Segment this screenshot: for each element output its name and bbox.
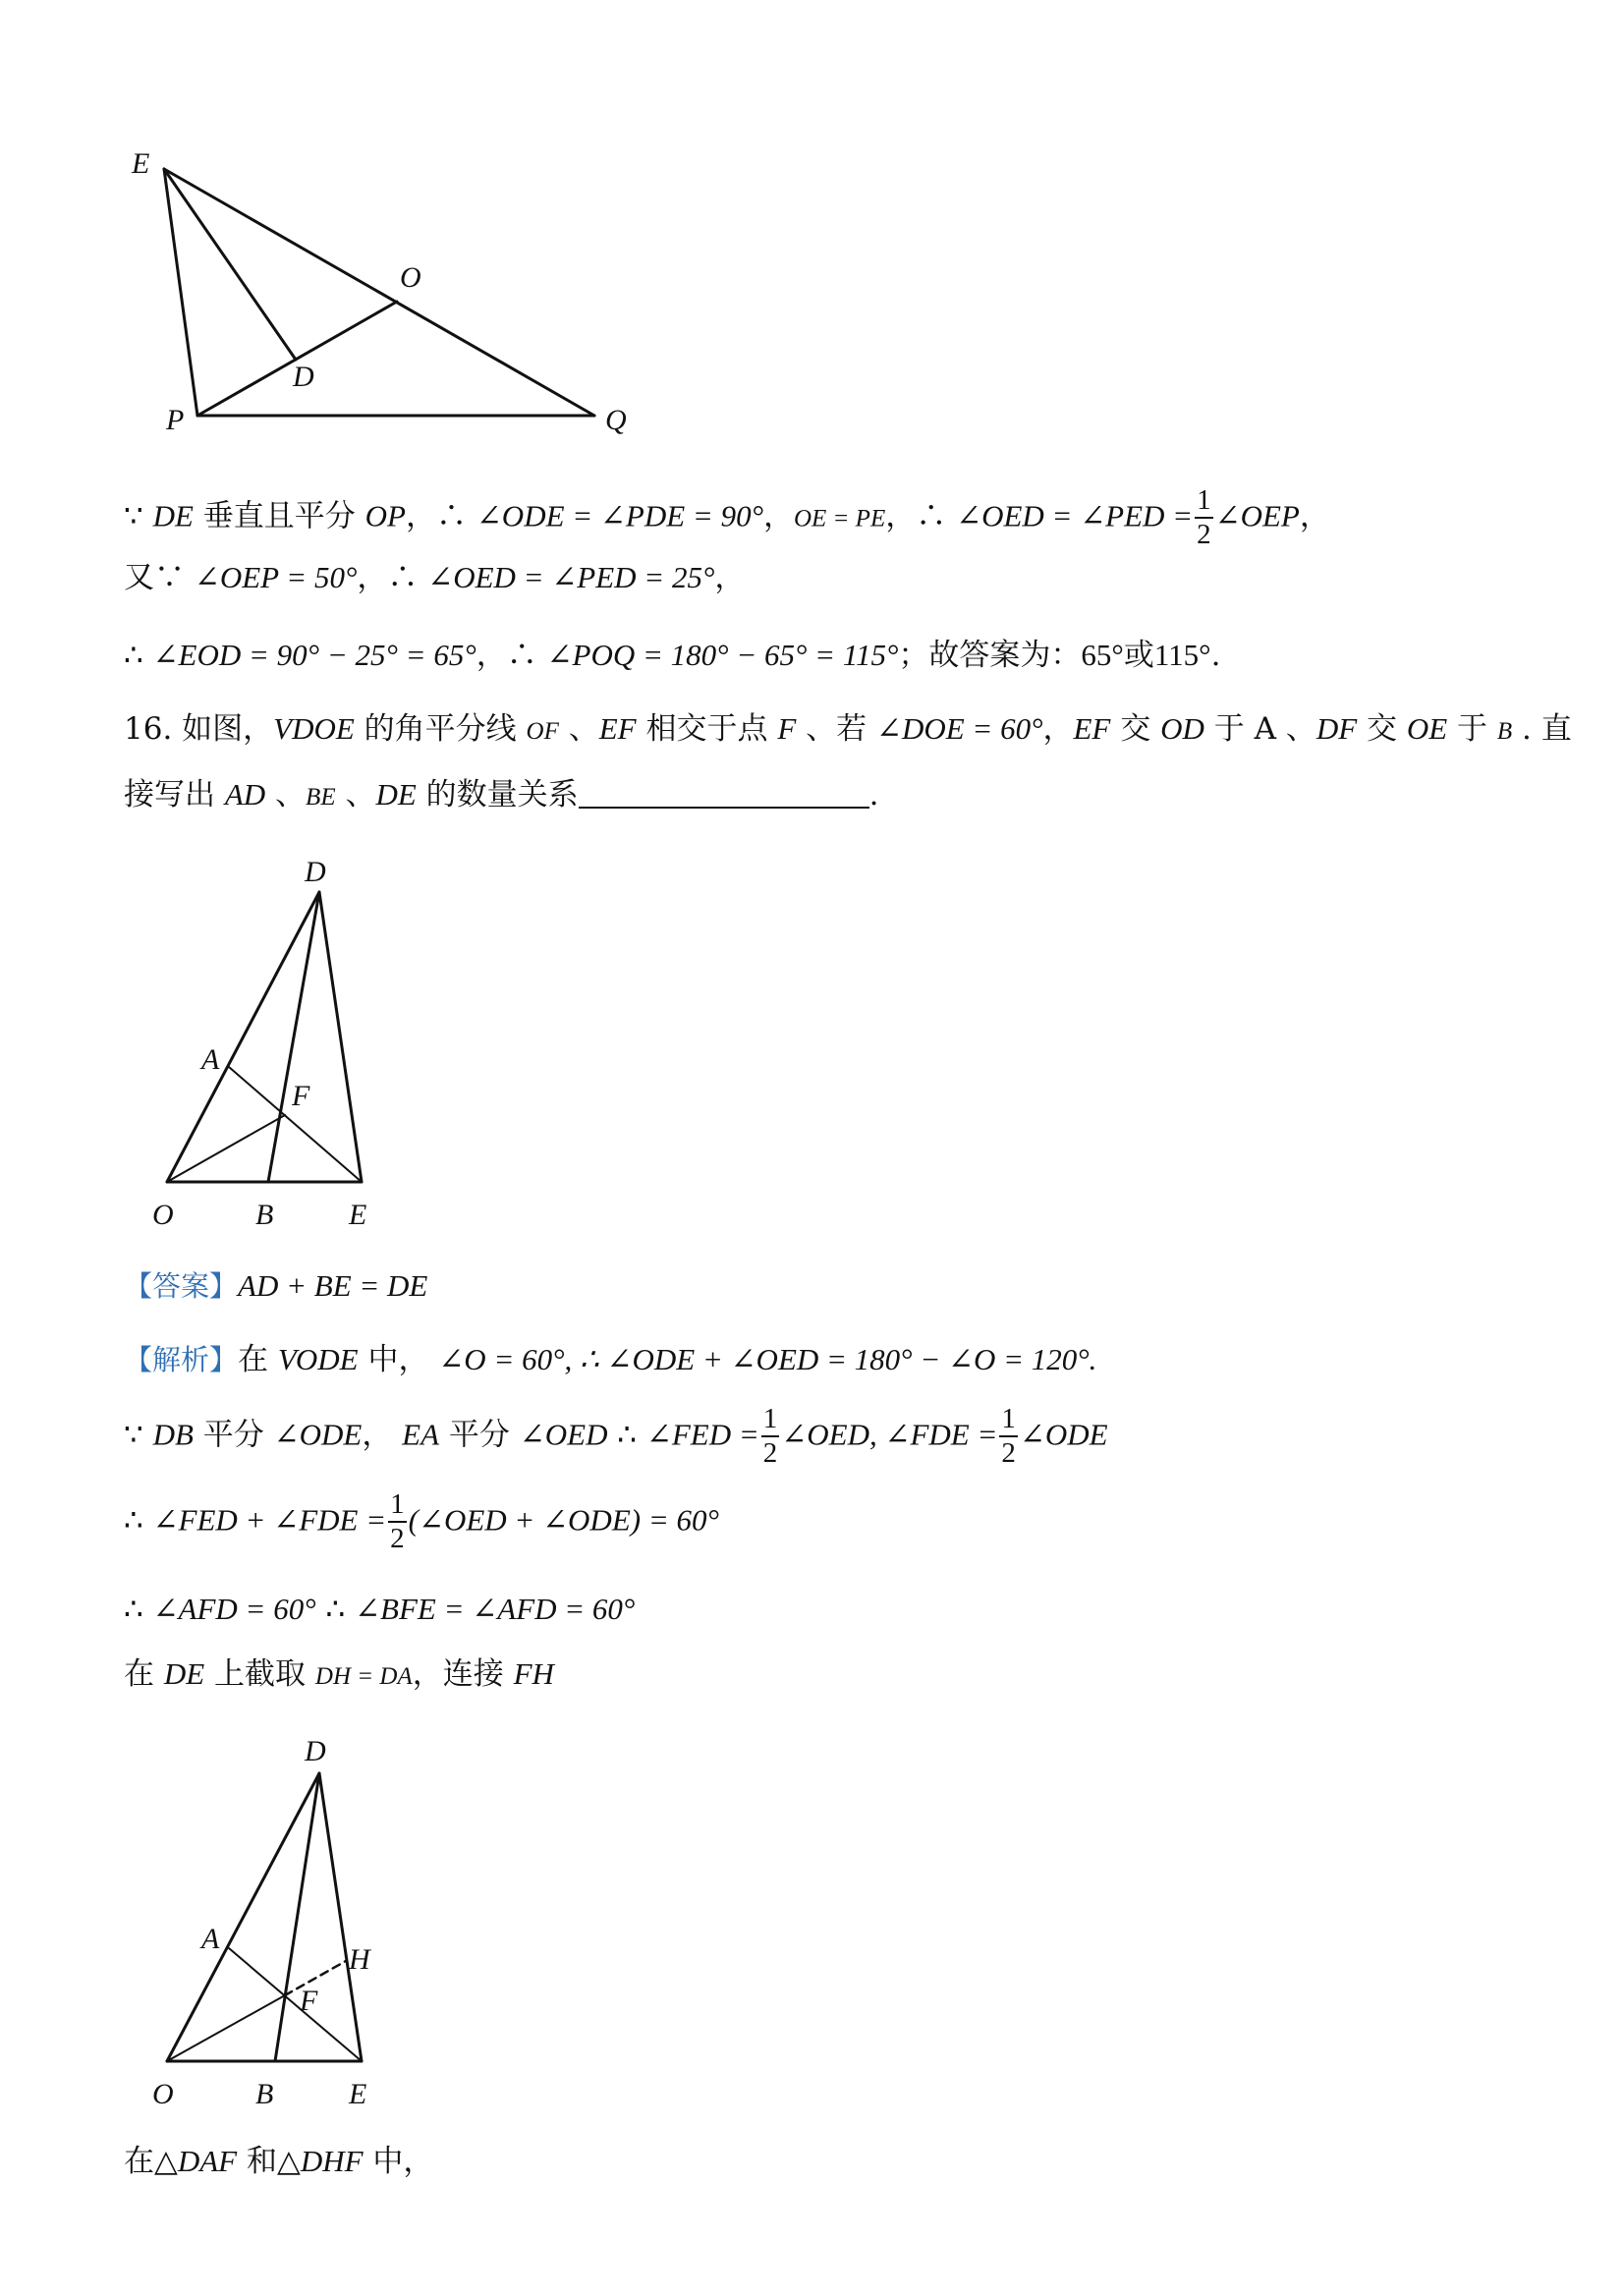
text: 中， [363,2144,434,2179]
text: ，∴ [476,638,547,673]
label-e: E [349,1199,367,1231]
text: 的数量关系 [416,777,579,812]
prev-line-2 [124,558,745,597]
equation: ∠BFE = ∠AFD = 60° [355,1592,636,1626]
text: ， [1042,711,1074,747]
label-p: P [166,404,185,436]
seg-ef: EF [1073,711,1111,746]
answer-tag: 【答案】 [124,1269,239,1303]
text: ， [714,560,746,595]
text: 平分 [193,1417,274,1453]
seg-ea: EA [402,1417,440,1452]
text: ，∴ [885,498,957,534]
label-e: E [132,147,150,180]
angle-doe: ∠DOE = 60° [875,711,1043,746]
segment-eq [164,169,594,416]
label-a: A [201,1923,220,1955]
equation: ∠OED = ∠PED = [956,498,1194,533]
equation-oe-pe: OE = PE [793,505,886,532]
label-o: O [152,1199,174,1231]
text: 在 [124,1656,164,1692]
seg-df: DF [1315,711,1358,746]
text: ∴ [124,638,153,673]
equation: ∠AFD = 60° [152,1592,316,1626]
segment-po [197,302,397,416]
label-b: B [255,1199,274,1231]
analysis-line-1 [124,1340,1096,1379]
triangle-doe: VDOE [273,711,355,746]
text: ∵ [124,1417,153,1453]
equation: ∠ODE = ∠PDE = 90° [476,498,763,533]
label-d: D [293,361,314,393]
segment-ed [164,169,296,360]
seg-de: DE [375,777,417,812]
seg-oe: OE [1406,711,1448,746]
analysis-line-4 [124,1590,635,1629]
text: ， [362,1417,403,1453]
equation: ∠O = 60°, ∴ ∠ODE + ∠OED = 180° − ∠O = 120°. [438,1342,1097,1376]
equation: (∠OED + ∠ODE) = 60° [408,1502,719,1538]
fraction-half [1195,486,1213,549]
label-h: H [349,1943,370,1976]
text: 、 [335,777,376,812]
denominator: 2 [390,1523,405,1554]
segment-ep [164,169,197,416]
equation: ∠POQ = 180° − 65° = 115° [546,638,899,672]
label-q: Q [605,404,627,436]
point-f: F [777,711,797,746]
text: 、 [558,711,599,747]
figure-triangle-doe-with-h [147,1724,422,2117]
equation: ∠ODE [1019,1417,1108,1452]
triangle-daf: DAF [177,2144,238,2178]
text: ， [1299,498,1330,534]
text: 平分 [439,1417,520,1453]
text: ，连接 [412,1656,514,1692]
text: 和△ [237,2144,301,2179]
seg-op: OP [364,498,406,533]
figure-triangle-doe [147,845,422,1238]
q16-line-1 [124,709,1572,752]
text: . 直 [1512,711,1572,747]
text: ∴ [315,1592,356,1627]
text: . [1210,638,1221,673]
label-f: F [292,1080,310,1112]
equation: ∠EOD = 90° − 25° = 65° [152,638,476,672]
answer-blank [579,777,869,809]
text: ，∴ [357,560,428,595]
triangle-dhf: DHF [300,2144,364,2178]
analysis-line-6 [124,2142,433,2181]
denominator: 2 [1001,1437,1016,1469]
analysis-line-3 [124,1490,719,1553]
label-o: O [152,2078,174,2110]
text: 或 [1123,638,1154,673]
seg-ad: AD [224,777,266,812]
text: ∴ [607,1417,646,1453]
text: 在 [238,1342,278,1377]
numerator: 1 [761,1405,780,1437]
text: . [868,777,879,812]
equation-dh-da: DH = DA [314,1663,413,1690]
angle: ∠OED [519,1417,608,1452]
denominator: 2 [1197,519,1211,550]
numerator: 1 [388,1490,407,1523]
fraction-half [999,1405,1018,1468]
answer-expression: AD + BE = DE [238,1268,428,1303]
seg-ef: EF [598,711,637,746]
analysis-line-5 [124,1654,554,1697]
q16-line-2 [124,775,879,817]
fraction-half [761,1405,780,1468]
seg-be: BE [306,784,336,811]
text: 中， [358,1342,439,1377]
text: 相交于点 [636,711,778,747]
label-d: D [305,1735,326,1767]
text: 于 [1447,711,1497,747]
text: 交 [1357,711,1407,747]
text: ∴ [124,1502,153,1539]
text: ， [762,498,794,534]
segment-de [319,1773,362,2061]
denominator: 2 [762,1437,778,1469]
prev-line-3 [124,636,1220,675]
text: 交 [1110,711,1161,747]
text: 的角平分线 [354,711,527,747]
value: 115° [1153,638,1211,672]
text: 、 [265,777,307,812]
seg-db: DB [152,1417,194,1452]
text: 垂直且平分 [193,498,365,534]
text: 上截取 [204,1656,315,1692]
angle: ∠ODE [273,1417,363,1452]
equation: ∠OED, ∠FDE = [781,1417,998,1452]
seg-of: OF [526,718,559,745]
label-d: D [305,856,326,888]
equation: ∠OEP [1214,498,1300,533]
numerator: 1 [1195,486,1213,519]
equation: ∠FED = [645,1417,759,1452]
prev-line-1 [124,486,1330,549]
label-f: F [300,1985,318,2017]
label-e: E [349,2078,367,2110]
analysis-tag: 【解析】 [124,1343,239,1376]
equation: ∠OED = ∠PED = 25° [427,560,715,594]
value: 65° [1081,638,1124,672]
text: ；故答案为： [898,638,1082,673]
numerator: 1 [999,1405,1018,1437]
because-symbol: ∵ [124,498,143,534]
text: 在△ [124,2144,178,2179]
equation: ∠FED + ∠FDE = [152,1502,387,1538]
segment-ea [229,1948,362,2061]
fraction-half [388,1490,407,1553]
text: 于 A 、 [1203,711,1316,747]
question-number: 16. 如图， [124,711,274,747]
text: 接写出 [124,777,225,812]
text: 、若 [796,711,876,747]
segment-de [319,892,362,1182]
seg-od: OD [1160,711,1204,746]
triangle-ode: VODE [277,1342,359,1376]
figure-triangle-epq [132,138,658,452]
text: ，∴ [405,498,476,534]
label-o: O [400,261,421,294]
text: ∴ [124,1592,153,1627]
seg-de: DE [152,498,194,533]
seg-fh: FH [513,1656,554,1691]
point-b: B [1496,718,1513,745]
label-a: A [201,1043,220,1076]
equation: ∠OEP = 50° [194,560,358,594]
answer-line [124,1266,427,1306]
analysis-line-2 [124,1405,1108,1468]
text: 又∵ [124,560,195,595]
label-b: B [255,2078,274,2110]
seg-de: DE [163,1656,205,1691]
